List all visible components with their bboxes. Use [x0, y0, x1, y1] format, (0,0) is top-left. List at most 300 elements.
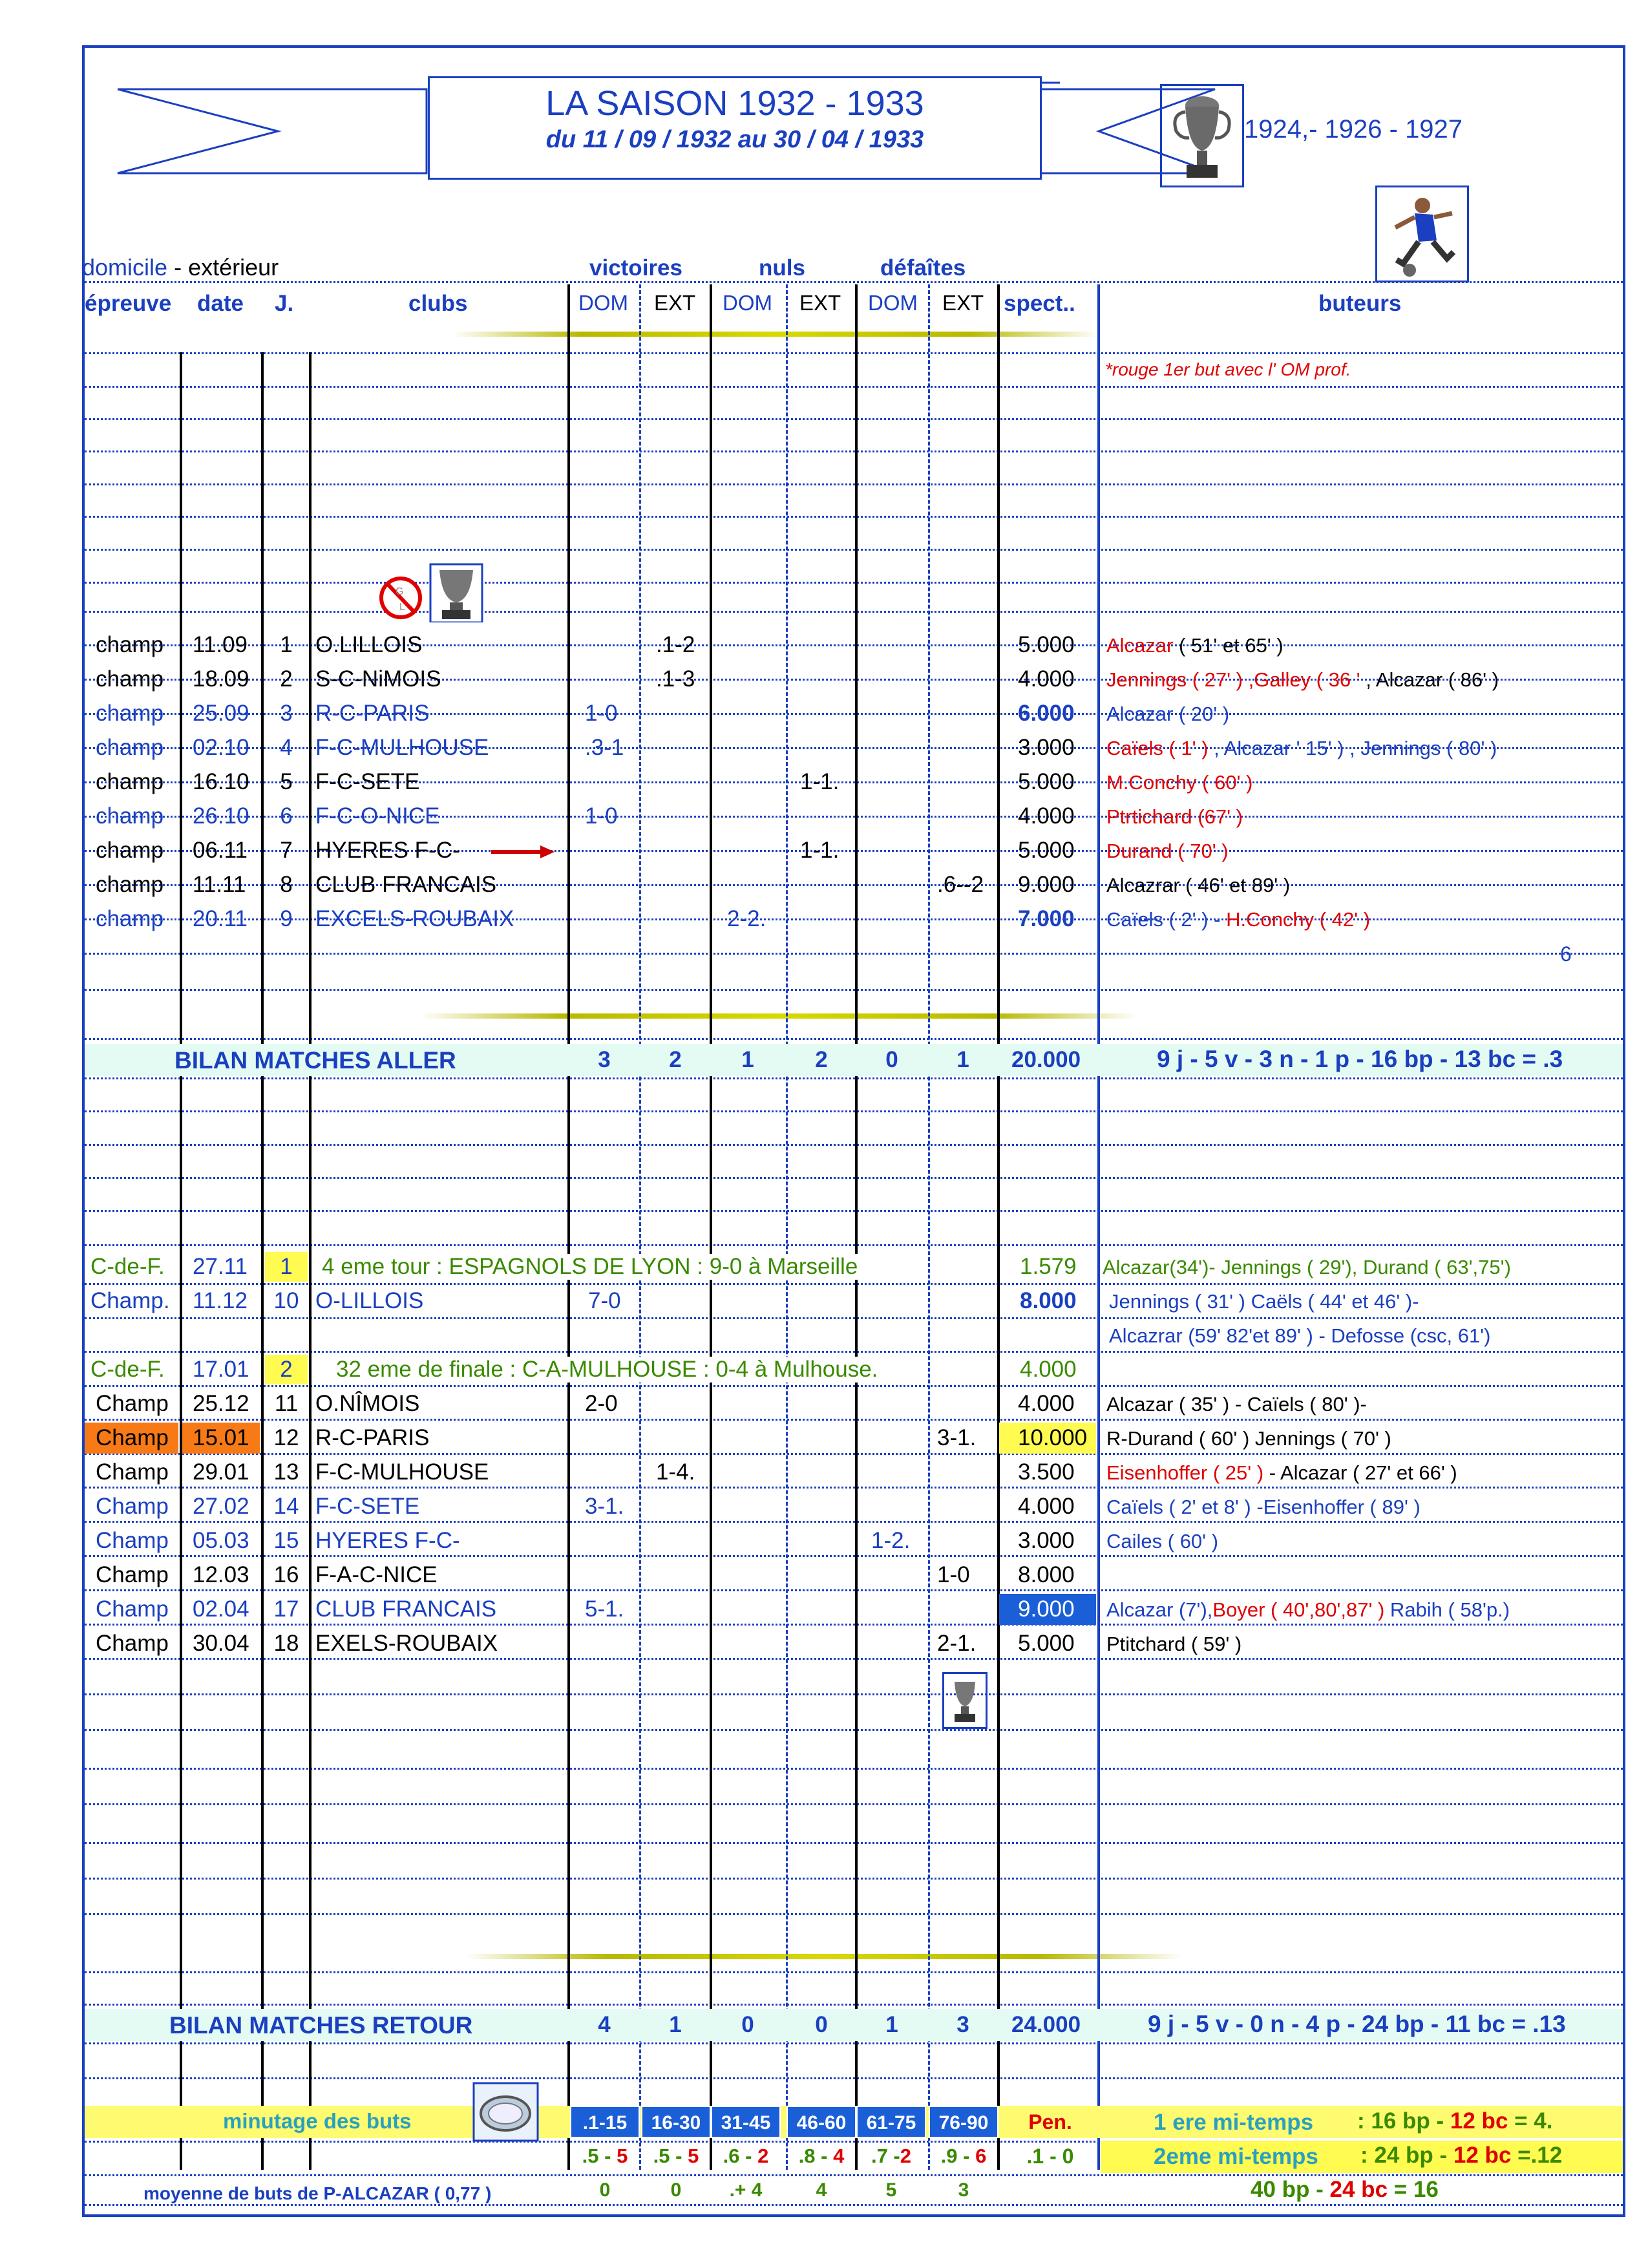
- first-half-result: [1357, 2108, 1552, 2134]
- aller-row-9-date: 20.11: [193, 906, 248, 931]
- champ10-epreuve: Champ.: [90, 1288, 170, 1313]
- bilan-retour-de: 3: [956, 2012, 969, 2037]
- retour-row-2-spect: 10.000: [1018, 1425, 1088, 1450]
- aller-row-4-club: F-C-MULHOUSE: [315, 735, 489, 760]
- coupe2-spect: 4.000: [1020, 1357, 1077, 1382]
- aller-row-4-date: 02.10: [193, 735, 249, 760]
- aller-row-1-scorer-0: Alcazar: [1106, 634, 1174, 657]
- col-divider: [997, 284, 1000, 2170]
- row-line: [85, 1144, 1623, 1146]
- champ10-scorers2: Alcazrar (59' 82'et 89' ) - Defosse (csc, 61'): [1109, 1324, 1491, 1347]
- aller-row-9-scorer-0: Caïels ( 2' ) -: [1106, 908, 1227, 931]
- aller-row-5-j: 5: [280, 769, 293, 794]
- retour-row-7-j: 17: [273, 1596, 299, 1622]
- retour-row-3-score: 1-4.: [656, 1459, 695, 1485]
- row-line: [85, 611, 1623, 613]
- second-half-res: =.12: [1511, 2143, 1563, 2168]
- minute-conceded-4: 4: [833, 2145, 845, 2167]
- row-line: [85, 386, 1623, 388]
- aller-row-1-j: 1: [280, 632, 293, 657]
- header-d-ext: EXT: [942, 291, 984, 315]
- col-divider: [567, 284, 570, 2170]
- retour-row-6-club: F-A-C-NICE: [315, 1562, 438, 1587]
- minute-scored-4: .8 -: [798, 2145, 834, 2167]
- row-line: [85, 1971, 1623, 1973]
- aller-row-2-spect: 4.000: [1018, 666, 1075, 692]
- bilan-aller-ne: 2: [815, 1047, 828, 1072]
- retour-row-1-scorer-0: Alcazar ( 35' ) - Caïels ( 80' )-: [1106, 1393, 1367, 1415]
- aller-row-5-epreuve: champ: [96, 769, 164, 794]
- row-line: [85, 1038, 1623, 1040]
- minute-score-3: [711, 2145, 781, 2168]
- minute-range-1: .1-15: [570, 2106, 640, 2138]
- header-j: J.: [275, 291, 294, 316]
- header-n-dom: DOM: [723, 291, 772, 315]
- row-line: [85, 953, 1623, 955]
- aller-row-9-spect: 7.000: [1018, 906, 1075, 931]
- row-line: [85, 1842, 1623, 1844]
- header-n-ext: EXT: [799, 291, 841, 315]
- second-half-bc: 12 bc: [1453, 2143, 1512, 2168]
- header-nuls: nuls: [759, 255, 805, 281]
- retour-row-4-j: 14: [273, 1494, 299, 1519]
- separator-gold: [452, 332, 1099, 337]
- row-line: [85, 1729, 1623, 1731]
- coupe1-spect: 1.579: [1020, 1254, 1077, 1279]
- coupe1-desc: 4 eme tour : ESPAGNOLS DE LYON : 9-0 à Marseille: [322, 1254, 864, 1280]
- row-line: [85, 2174, 1623, 2176]
- row-line: [85, 1210, 1623, 1212]
- aller-row-3-spect: 6.000: [1018, 701, 1075, 726]
- aller-row-4-j: 4: [280, 735, 293, 760]
- player-frame: [1375, 185, 1469, 282]
- row-line: [85, 1317, 1623, 1319]
- retour-row-4-date: 27.02: [193, 1494, 249, 1519]
- header-clubs: clubs: [408, 291, 468, 316]
- bilan-retour-spect: 24.000: [1011, 2012, 1081, 2037]
- aller-row-5-date: 16.10: [193, 769, 249, 794]
- aller-row-7-scorer-0: Durand ( 70' ): [1106, 840, 1229, 862]
- row-line: [85, 1693, 1623, 1695]
- trophy-frame: [1160, 84, 1244, 187]
- aller-row-7-j: 7: [280, 838, 293, 863]
- aller-row-7-spect: 5.000: [1018, 838, 1075, 863]
- retour-row-5-epreuve: Champ: [96, 1528, 169, 1553]
- svg-text:G: G: [396, 586, 404, 597]
- row-line: [85, 1658, 1623, 1660]
- col-divider: [786, 284, 788, 2170]
- retour-row-1-date: 25.12: [193, 1391, 249, 1416]
- row-line: [85, 549, 1623, 551]
- header-d-dom: DOM: [868, 291, 918, 315]
- aller-row-6-club: F-C-O-NICE: [315, 803, 440, 829]
- retour-row-6-date: 12.03: [193, 1562, 249, 1587]
- retour-row-3-scorer-0: Eisenhoffer ( 25' ): [1106, 1461, 1264, 1484]
- minute-range-6: 76-90: [929, 2106, 998, 2138]
- separator-gold: [465, 1954, 1183, 1959]
- retour-row-8-spect: 5.000: [1018, 1631, 1075, 1656]
- aller-row-5-spect: 5.000: [1018, 769, 1075, 794]
- aller-row-2-scorers: [1106, 668, 1499, 692]
- retour-row-3-j: 13: [273, 1459, 299, 1485]
- aller-row-8-spect: 9.000: [1018, 872, 1075, 897]
- row-line: [85, 450, 1623, 452]
- aller-row-8-date: 11.11: [193, 872, 246, 897]
- minute-range-3: 31-45: [711, 2106, 781, 2138]
- retour-row-6-spect: 8.000: [1018, 1562, 1075, 1587]
- bilan-retour-summary: 9 j - 5 v - 0 n - 4 p - 24 bp - 11 bc = .13: [1148, 2011, 1566, 2037]
- col-divider: [855, 284, 858, 2170]
- aller-row-4-scorer-0: Caïels ( 1' ): [1106, 737, 1209, 759]
- first-half-bc: 12 bc: [1450, 2108, 1508, 2134]
- retour-row-2-club: R-C-PARIS: [315, 1425, 430, 1450]
- page-frame: [82, 45, 1625, 2217]
- aller-row-6-spect: 4.000: [1018, 803, 1075, 829]
- aller-row-2-scorer-0: Jennings ( 27' ) ,Galley ( 36 ': [1106, 668, 1360, 691]
- aller-row-4-score: .3-1: [585, 735, 624, 760]
- row-line: [85, 1351, 1623, 1353]
- retour-row-8-score: 2-1.: [937, 1631, 977, 1656]
- row-line: [85, 2204, 1623, 2206]
- aller-row-4-epreuve: champ: [96, 735, 164, 760]
- svg-text:L: L: [399, 602, 405, 613]
- retour-row-5-scorers: [1106, 1530, 1218, 1553]
- aller-row-3-j: 3: [280, 701, 293, 726]
- retour-row-2-scorers: [1106, 1427, 1391, 1450]
- aller-row-9-club: EXCELS-ROUBAIX: [315, 906, 514, 931]
- row-line: [85, 1624, 1623, 1626]
- row-line: [85, 281, 1623, 283]
- total-bp: 40 bp -: [1251, 2177, 1330, 2202]
- retour-row-7-club: CLUB FRANCAIS: [315, 1596, 497, 1622]
- aller-row-7-club: HYERES F-C-: [315, 838, 460, 863]
- minute-scored-3: .6 -: [723, 2145, 758, 2167]
- aller-row-3-scorers: [1106, 703, 1229, 726]
- aller-row-6-score: 1-0: [585, 803, 618, 829]
- row-line: [85, 1878, 1623, 1880]
- row-line: [85, 989, 1623, 991]
- aller-row-7-date: 06.11: [193, 838, 248, 863]
- col-divider: [180, 352, 182, 2170]
- minute-range-5: 61-75: [856, 2106, 926, 2138]
- retour-row-2-date: 15.01: [193, 1425, 249, 1450]
- aller-row-2-club: S-C-NiMOIS: [315, 666, 441, 692]
- row-line: [85, 2004, 1623, 2006]
- retour-row-7-scorers: [1106, 1598, 1510, 1622]
- no-cup-icon: [375, 561, 485, 622]
- retour-row-6-epreuve: Champ: [96, 1562, 169, 1587]
- second-half-label: 2eme mi-temps: [1154, 2144, 1318, 2169]
- retour-row-8-scorer-0: Ptitchard ( 59' ): [1106, 1633, 1242, 1655]
- retour-row-1-j: 11: [274, 1391, 299, 1416]
- aller-row-9-scorer-1: H.Conchy ( 42' ): [1226, 908, 1371, 931]
- aller-row-9-score: 2-2.: [727, 906, 766, 931]
- coupe2-j: 2: [280, 1357, 293, 1382]
- retour-row-3-spect: 3.500: [1018, 1459, 1075, 1485]
- aller-row-8-scorer-0: Alcazrar ( 46' et 89' ): [1106, 874, 1291, 896]
- minute-conceded-2: 5: [688, 2145, 699, 2167]
- retour-row-7-spect: 9.000: [1018, 1596, 1075, 1622]
- retour-row-3-scorers: [1106, 1461, 1457, 1485]
- bilan-retour-vd: 4: [598, 2012, 611, 2037]
- legend-away: extérieur: [188, 254, 279, 281]
- minute-score-5: [856, 2145, 926, 2168]
- aller-row-2-j: 2: [280, 666, 293, 692]
- row-line: [85, 1283, 1623, 1285]
- trophy-icon: [944, 1674, 986, 1727]
- aller-row-1-spect: 5.000: [1018, 632, 1075, 657]
- bilan-retour-dd: 1: [885, 2012, 898, 2037]
- second-half-bp: : 24 bp -: [1360, 2143, 1453, 2168]
- retour-row-5-j: 15: [273, 1528, 299, 1553]
- retour-row-2-score: 3-1.: [937, 1425, 977, 1450]
- header-spect: spect..: [1004, 291, 1075, 316]
- retour-row-6-j: 16: [273, 1562, 299, 1587]
- retour-row-1-club: O.NÎMOIS: [315, 1391, 420, 1416]
- total-bc: 24 bc: [1329, 2177, 1388, 2202]
- pen-label: Pen.: [1028, 2110, 1072, 2134]
- row-line: [85, 1453, 1623, 1455]
- minute-conceded-6: 6: [975, 2145, 987, 2167]
- row-line: [85, 1419, 1623, 1421]
- row-line: [85, 418, 1623, 420]
- aller-row-7-scorers: [1106, 840, 1229, 863]
- retour-row-7-score: 5-1.: [585, 1596, 624, 1622]
- aller-row-7-score: 1-1.: [800, 838, 840, 863]
- aller-row-3-club: R-C-PARIS: [315, 701, 430, 726]
- coupe1-date: 27.11: [193, 1254, 248, 1279]
- alcazar-range-2: 0: [670, 2179, 682, 2201]
- row-line: [85, 352, 1623, 354]
- legend: [82, 254, 279, 281]
- retour-row-1-score: 2-0: [585, 1391, 618, 1416]
- row-line: [85, 1177, 1623, 1179]
- second-half-result: [1360, 2143, 1562, 2168]
- aller-row-8-score: .6--2: [937, 872, 984, 897]
- retour-row-8-j: 18: [273, 1631, 299, 1656]
- bilan-retour-label: BILAN MATCHES RETOUR: [169, 2012, 473, 2039]
- retour-row-5-score: 1-2.: [871, 1528, 911, 1553]
- small-trophy-frame: [942, 1672, 988, 1729]
- minute-score-6: [929, 2145, 998, 2168]
- retour-row-3-scorer-1: - Alcazar ( 27' et 66' ): [1263, 1461, 1457, 1484]
- retour-row-7-scorer-1: Boyer ( 40',80',87' ): [1212, 1598, 1385, 1621]
- aller-row-9-j: 9: [280, 906, 293, 931]
- col-divider: [1097, 284, 1100, 2170]
- champ10-j: 10: [273, 1288, 299, 1313]
- header-v-ext: EXT: [654, 291, 696, 315]
- alcazar-range-5: 5: [885, 2179, 897, 2201]
- retour-row-1-spect: 4.000: [1018, 1391, 1075, 1416]
- aller-row-1-scorer-1: ( 51' et 65' ): [1173, 634, 1284, 657]
- aller-row-4-spect: 3.000: [1018, 735, 1075, 760]
- aller-row-9-scorers: [1106, 908, 1370, 931]
- retour-row-3-club: F-C-MULHOUSE: [315, 1459, 489, 1485]
- retour-row-7-scorer-2: Rabih ( 58'p.): [1384, 1598, 1510, 1621]
- aller-row-1-score: .1-2: [656, 632, 695, 657]
- row-line: [85, 516, 1623, 518]
- aller-row-1-date: 11.09: [193, 632, 248, 657]
- aller-row-3-epreuve: champ: [96, 701, 164, 726]
- alcazar-range-1: 0: [599, 2179, 611, 2201]
- minute-conceded-3: 2: [757, 2145, 769, 2167]
- alcazar-range-3: .+ 4: [729, 2179, 763, 2201]
- coupe2-epreuve: C-de-F.: [90, 1357, 165, 1382]
- legend-home: domicile: [82, 254, 168, 281]
- alcazar-range-4: 4: [816, 2179, 827, 2201]
- minute-scored-2: .5 -: [653, 2145, 688, 2167]
- row-line: [85, 483, 1623, 485]
- aller-row-3-date: 25.09: [193, 701, 249, 726]
- retour-row-4-scorers: [1106, 1496, 1421, 1519]
- legend-sep: -: [174, 254, 182, 281]
- coupe2-date: 17.01: [193, 1357, 249, 1382]
- retour-row-5-date: 05.03: [193, 1528, 249, 1553]
- aller-row-6-epreuve: champ: [96, 803, 164, 829]
- pen-value: .1 - 0: [1026, 2145, 1074, 2168]
- aller-row-4-scorer-1: , Alcazar ' 15' ) , Jennings ( 80' ): [1208, 737, 1497, 759]
- alcazar-average-label: moyenne de buts de P-ALCAZAR ( 0,77 ): [143, 2183, 492, 2203]
- stopwatch-icon: [472, 2081, 540, 2143]
- aller-row-6-scorers: [1106, 805, 1243, 829]
- aller-row-2-epreuve: champ: [96, 666, 164, 692]
- minute-conceded-1: 5: [617, 2145, 628, 2167]
- retour-row-4-spect: 4.000: [1018, 1494, 1075, 1519]
- aller-row-8-j: 8: [280, 872, 293, 897]
- bilan-retour-ve: 1: [669, 2012, 682, 2037]
- col-divider: [639, 284, 641, 2170]
- aller-row-8-epreuve: champ: [96, 872, 164, 897]
- minute-range-4: 46-60: [787, 2106, 856, 2138]
- aller-row-6-scorer-0: Ptrtichard (67' ): [1106, 805, 1243, 828]
- row-line: [85, 1244, 1623, 1246]
- col-divider: [928, 284, 930, 2170]
- retour-row-8-scorers: [1106, 1633, 1241, 1656]
- bilan-aller-label: BILAN MATCHES ALLER: [174, 1047, 456, 1074]
- header-epreuve: épreuve: [85, 291, 172, 316]
- bilan-aller-ve: 2: [669, 1047, 682, 1072]
- first-half-bp: : 16 bp -: [1357, 2108, 1450, 2134]
- minute-range-2: 16-30: [641, 2106, 711, 2138]
- trophy-icon: [1162, 86, 1242, 185]
- aller-red-count: 6: [1560, 942, 1572, 966]
- aller-row-6-j: 6: [280, 803, 293, 829]
- row-line: [85, 1913, 1623, 1915]
- col-divider: [710, 284, 712, 2170]
- row-line: [85, 1768, 1623, 1770]
- retour-row-7-date: 02.04: [193, 1596, 249, 1622]
- bilan-aller-vd: 3: [598, 1047, 611, 1072]
- row-line: [85, 1589, 1623, 1591]
- champ10-date: 11.12: [193, 1288, 248, 1313]
- header-victoires: victoires: [589, 255, 682, 281]
- separator-gold: [420, 1013, 1137, 1019]
- minute-scored-6: .9 -: [940, 2145, 976, 2167]
- season-dates: du 11 / 09 / 1932 au 30 / 04 / 1933: [545, 126, 924, 153]
- total-result: [1251, 2177, 1439, 2203]
- row-line: [85, 2042, 1623, 2044]
- aller-row-2-date: 18.09: [193, 666, 249, 692]
- minute-conceded-5: 2: [900, 2145, 912, 2167]
- coupe2-desc: 32 eme de finale : C-A-MULHOUSE : 0-4 à Mulhouse.: [336, 1357, 884, 1383]
- retour-row-2-epreuve: Champ: [96, 1425, 169, 1450]
- aller-row-7-epreuve: champ: [96, 838, 164, 863]
- aller-row-8-club: CLUB FRANCAIS: [315, 872, 497, 897]
- aller-row-2-score: .1-3: [656, 666, 695, 692]
- aller-row-9-epreuve: champ: [96, 906, 164, 931]
- row-line: [85, 2077, 1623, 2079]
- aller-row-5-scorer-0: M.Conchy ( 60' ): [1106, 771, 1253, 794]
- row-line: [85, 1487, 1623, 1489]
- bilan-retour-ne: 0: [815, 2012, 828, 2037]
- trophy-years: 1924,- 1926 - 1927: [1244, 115, 1463, 143]
- row-line: [85, 1555, 1623, 1557]
- season-title: LA SAISON 1932 - 1933: [545, 84, 924, 123]
- retour-row-8-epreuve: Champ: [96, 1631, 169, 1656]
- note-red-first-goal: *rouge 1er but avec l' OM prof.: [1105, 359, 1351, 379]
- retour-row-4-scorer-0: Caïels ( 2' et 8' ) -Eisenhoffer ( 89' ): [1106, 1496, 1421, 1518]
- row-line: [85, 582, 1623, 584]
- row-line: [85, 1385, 1623, 1387]
- aller-row-5-club: F-C-SETE: [315, 769, 420, 794]
- row-line: [85, 1521, 1623, 1523]
- col-divider: [261, 352, 264, 2170]
- coupe1-scorers: Alcazar(34')- Jennings ( 29'), Durand ( 63',75'): [1103, 1256, 1511, 1278]
- retour-row-2-j: 12: [273, 1425, 299, 1450]
- champ10-score: 7-0: [588, 1288, 621, 1313]
- bilan-aller-de: 1: [956, 1047, 969, 1072]
- retour-row-3-date: 29.01: [193, 1459, 249, 1485]
- season-title-box: [428, 76, 1042, 180]
- champ10-scorers1: Jennings ( 31' ) Caëls ( 44' et 46' )-: [1109, 1290, 1419, 1313]
- col-divider: [309, 352, 312, 2170]
- bilan-retour-nd: 0: [741, 2012, 754, 2037]
- retour-row-4-score: 3-1.: [585, 1494, 624, 1519]
- retour-row-8-date: 30.04: [193, 1631, 249, 1656]
- bilan-aller-summary: 9 j - 5 v - 3 n - 1 p - 16 bp - 13 bc = .3: [1157, 1046, 1563, 1072]
- minute-score-1: [570, 2145, 640, 2168]
- header-buteurs: buteurs: [1318, 291, 1402, 316]
- alcazar-range-6: 3: [958, 2179, 969, 2201]
- aller-row-3-scorer-0: Alcazar ( 20' ): [1106, 703, 1230, 725]
- header-date: date: [197, 291, 244, 316]
- row-line: [85, 1077, 1623, 1079]
- aller-row-5-score: 1-1.: [800, 769, 840, 794]
- retour-row-1-epreuve: Champ: [96, 1391, 169, 1416]
- minute-scored-1: .5 -: [582, 2145, 617, 2167]
- minute-score-4: [787, 2145, 856, 2168]
- aller-row-3-score: 1-0: [585, 701, 618, 726]
- champ10-club: O-LILLOIS: [315, 1288, 424, 1313]
- aller-row-1-scorers: [1106, 634, 1284, 657]
- retour-row-6-score: 1-0: [937, 1562, 970, 1587]
- header-v-dom: DOM: [578, 291, 628, 315]
- retour-row-5-club: HYERES F-C-: [315, 1528, 460, 1553]
- retour-row-7-scorer-0: Alcazar (7'),: [1106, 1598, 1213, 1621]
- header-defaites: défaîtes: [880, 255, 966, 281]
- retour-row-5-scorer-0: Cailes ( 60' ): [1106, 1530, 1219, 1553]
- aller-row-1-epreuve: champ: [96, 632, 164, 657]
- retour-row-8-club: EXELS-ROUBAIX: [315, 1631, 498, 1656]
- retour-row-4-club: F-C-SETE: [315, 1494, 420, 1519]
- retour-row-5-spect: 3.000: [1018, 1528, 1075, 1553]
- aller-row-2-scorer-1: , Alcazar ( 86' ): [1360, 668, 1499, 691]
- coupe1-j: 1: [280, 1254, 293, 1279]
- aller-row-6-date: 26.10: [193, 803, 249, 829]
- retour-row-3-epreuve: Champ: [96, 1459, 169, 1485]
- row-line: [85, 1803, 1623, 1805]
- aller-row-1-club: O.LILLOIS: [315, 632, 423, 657]
